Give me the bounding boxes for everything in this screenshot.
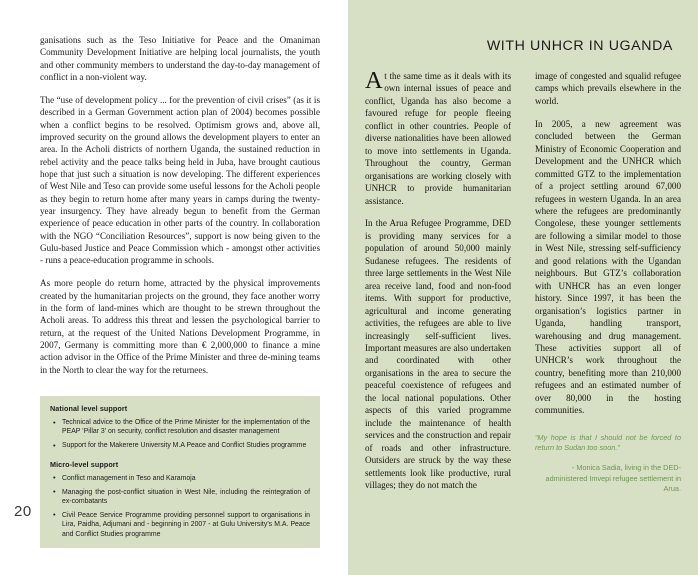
list-item [50, 441, 310, 450]
paragraph-agreement-2005: In 2005, a new agreement was concluded between the German Ministry of Economic Cooperation and Development and the UNHCR which committed GTZ to the implementation of a project settling around 67,000 refugees in western Uganda. In an area where the refugees are predominantly Congolese, these younger settlements are following a similar model to those in West Nile, stressing self-sufficiency and good relations with the Ugandan neighbours. But GTZ’s collaboration with UNHCR has an even longer history. Since 1997, it has been the organisation’s logistics partner in Uganda, handling transport, warehousing and drug management. These activities support all of UNHCR’s work throughout the country, benefiting more than 210,000 refugees and an estimated number of over 80,000 in the hosting communities. [535, 118, 681, 416]
paragraph-1: ganisations such as the Teso Initiative for Peace and the Omaniman Community Development Initiative are helping local journalists, the youth and other community members to understand the day-to-day management of conflict in a non-violent way. [40, 35, 320, 83]
pull-quote [535, 433, 681, 495]
list-item [50, 418, 310, 437]
list-item-label: Support for the Makerere University M.A Peace and Conflict Studies programme [62, 442, 307, 450]
bullet-icon: • [53, 510, 56, 520]
bullet-icon: • [53, 440, 56, 450]
drop-cap: A [365, 67, 383, 94]
paragraph-3: As more people do return home, attracted by the physical improvements created by the humanitarian projects on the ground, they face another worry in the form of land-mines which are thought to be strewn throughout the Acholi areas. To address this threat and lessen the psychological barrier to return, at the request of the United Nations Development Programme, in 2007, Germany is committing more than € 2,000,000 to finance a mine action advisor in the Office of the Prime Minister and three de-mining teams in the North to clear the way for the returnees. [40, 278, 320, 375]
bullet-icon: • [53, 417, 56, 427]
list-item-label: Managing the post-conflict situation in West Nile, including the reintegration of ex-combatants [62, 488, 310, 506]
infobox-heading-micro: Micro-level support [50, 459, 119, 469]
list-item [50, 474, 310, 483]
pull-quote-text: “My hope is that I should not be forced to return to Sudan too soon.” [535, 432, 681, 453]
support-infobox [40, 396, 320, 548]
paragraph-2: The “use of development policy ... for the prevention of civil crises” (as it is described in a German Government action plan of 2004) becomes possible when a conflict begins to be resolved. Optimism grows and, above all, improved security on the ground allows the development players to enter an area. In the Acholi districts of northern Uganda, the sustained reduction in rebel activity and the peace talks being held in Juba, have brought cautious hope that just such a situation is now developing. The different experiences of West Nile and Teso can provide some useful lessons for the Acholi people as they begin to return home after many years in camps during the twenty-year insurgency. They have already begun to benefit from the German experience of peace education in other parts of the country. In collaboration with the NGO “Conciliation Resources”, support is now being given to the Gulu-based Justice and Peace Commission which - amongst other activities - runs a peace-education programme in schools. [40, 94, 320, 266]
page-number: 20 [14, 503, 32, 520]
list-item-label: Conflict management in Teso and Karamoja [62, 474, 196, 482]
paragraph-camps-image: image of congested and squalid refugee camps which prevails elsewhere in the world. [535, 71, 681, 106]
paragraph-intro-body: t the same time as it deals with its own internal issues of peace and conflict, Uganda has also become a favoured refuge for people fleeing conflict in other countries. People of diverse nationalities have been allowed to move into settlements in Uganda. Throughout the country, German organisations are working closely with UNHCR to provide humanitarian assistance. [365, 71, 511, 206]
paragraph-arua-programme: In the Arua Refugee Programme, DED is providing many services for a population of around 50,000 mainly Sudanese refugees. The residents of three large settlements in the West Nile area receive land, food and non-food items. With support for productive, agricultural and income generating activities, the refugees are able to live increasingly self-sufficient lives. Important measures are also undertaken and coordinated with other organisations in the area to secure the peaceful coexistence of refugees and the local national populations. Other aspects of this varied programme include the maintenance of health services and the construction and repair of roads and other infrastructure. Outsiders are struck by the way these settlements look like productive, rural villages; they do not match the [365, 218, 511, 490]
bullet-icon: • [53, 487, 56, 497]
list-item-label: Civil Peace Service Programme providing personnel support to organisations in Lira, Paidha, Adjumani and - beginning in 2007 - at Gulu University’s M.A. Peace and Conflict Studies programme [62, 511, 310, 538]
right-column-a [365, 67, 511, 491]
infobox-heading-national: National level support [50, 404, 128, 413]
list-item-label: Technical advice to the Office of the Prime Minister for the implementation of the PEAP ‘Pillar 3’ on security, conflict resolution and disaster management [62, 419, 310, 436]
left-page [0, 0, 348, 575]
left-page-text-column [40, 34, 320, 386]
list-item [50, 488, 310, 507]
right-page-columns [365, 67, 681, 550]
national-support-list [50, 418, 310, 451]
right-page [348, 0, 698, 575]
micro-support-list [50, 474, 310, 539]
paragraph-intro [365, 67, 511, 207]
bullet-icon: • [53, 473, 56, 483]
list-item [50, 511, 310, 539]
right-column-b [535, 70, 681, 495]
page-title: WITH UNHCR IN UGANDA [486, 38, 673, 54]
pull-quote-attribution: - Monica Sadia, living in the DED-administered Imvepi refugee settlement in Arua. [545, 462, 681, 494]
